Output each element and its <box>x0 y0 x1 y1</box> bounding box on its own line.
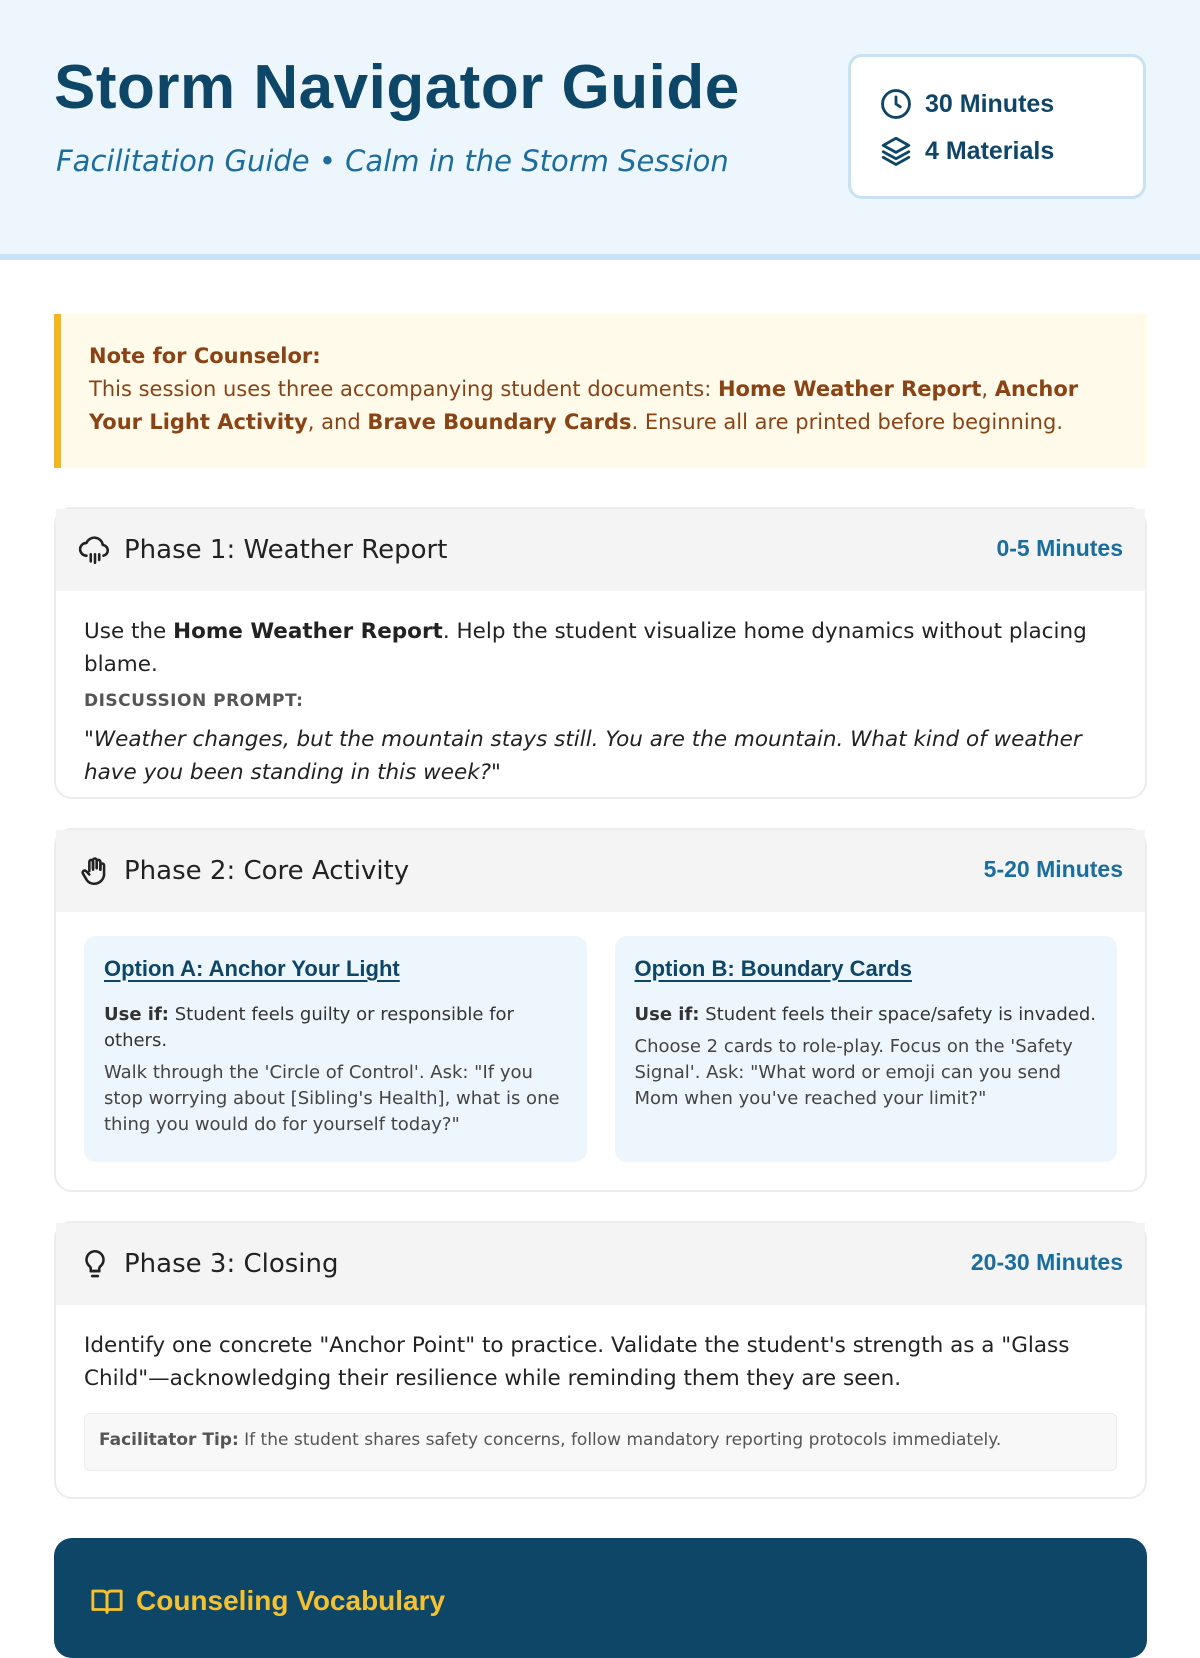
layers-icon <box>879 134 913 168</box>
option-a-use-if <box>104 1002 567 1054</box>
note-doc-boundary-cards: Brave Boundary Cards <box>367 410 632 434</box>
phase-3-instructions: Identify one concrete "Anchor Point" to practice. Validate the student's strength as a "Glass Child"—acknowledging their resilience while reminding them they are seen. <box>84 1333 1070 1391</box>
phase-1-card <box>54 507 1147 799</box>
use-if-label: Use if: <box>104 1004 170 1025</box>
note-title: Note for Counselor: <box>89 344 321 368</box>
use-if-text: Student feels their space/safety is invaded. <box>699 1004 1097 1025</box>
phase-2-title: Phase 2: Core Activity <box>124 856 410 886</box>
note-doc-anchor-light: Anchor Your Light Activity <box>89 377 1079 434</box>
phase-1-title: Phase 1: Weather Report <box>124 535 448 565</box>
session-meta-card <box>848 54 1146 199</box>
note-text: This session uses three accompanying student documents: <box>89 377 718 401</box>
duration-label: 30 Minutes <box>925 89 1055 118</box>
phase-2-time: 5-20 Minutes <box>983 856 1123 882</box>
phase-2-card <box>54 828 1147 1192</box>
hand-icon <box>78 854 112 888</box>
vocabulary-header <box>90 1584 445 1618</box>
note-doc-home-weather: Home Weather Report <box>717 377 982 401</box>
lightbulb-icon <box>78 1247 112 1281</box>
phase-3-title: Phase 3: Closing <box>124 1249 339 1279</box>
header <box>0 0 1200 260</box>
tip-label: Facilitator Tip: <box>99 1430 239 1450</box>
activity-options <box>84 936 1117 1162</box>
facilitator-tip <box>84 1413 1117 1471</box>
phase-1-doc-name: Home Weather Report <box>173 619 443 644</box>
phase-1-time: 0-5 Minutes <box>996 535 1123 561</box>
materials-label: 4 Materials <box>925 136 1055 165</box>
phase-1-instructions <box>84 615 1117 681</box>
clock-icon <box>879 87 913 121</box>
phase-3-card <box>54 1221 1147 1499</box>
tip-text: If the student shares safety concerns, follow mandatory reporting protocols immediately. <box>238 1430 1002 1450</box>
duration-meta <box>879 87 1054 121</box>
phase-2-header <box>56 830 1145 912</box>
phase-3-time: 20-30 Minutes <box>970 1249 1123 1275</box>
note-separator: , and <box>307 410 368 434</box>
counselor-note <box>54 314 1147 468</box>
option-b-description: Choose 2 cards to role-play. Focus on the 'Safety Signal'. Ask: "What word or emoji can you send Mom when you've reached your limit?" <box>634 1036 1073 1109</box>
vocabulary-section <box>54 1538 1147 1658</box>
option-a-link[interactable]: Option A: Anchor Your Light <box>104 956 400 981</box>
phase-1-text: Use the <box>84 619 174 644</box>
use-if-text: Student feels guilty or responsible for others. <box>104 1004 514 1051</box>
phase-3-header <box>56 1223 1145 1305</box>
discussion-prompt: "Weather changes, but the mountain stays still. You are the mountain. What kind of weather have you been standing in this week?" <box>84 727 1082 785</box>
vocabulary-title: Counseling Vocabulary <box>136 1585 446 1616</box>
option-b-link[interactable]: Option B: Boundary Cards <box>634 956 912 981</box>
option-b-card <box>615 936 1118 1162</box>
materials-meta <box>879 134 1054 168</box>
note-text-end: . Ensure all are printed before beginning. <box>631 410 1063 434</box>
page-subtitle: Facilitation Guide • Calm in the Storm Session <box>56 144 729 178</box>
option-a-card <box>84 936 587 1162</box>
note-separator: , <box>981 377 995 401</box>
cloud-rain-icon <box>78 533 112 567</box>
discussion-prompt-label: DISCUSSION PROMPT: <box>84 691 304 711</box>
use-if-label: Use if: <box>634 1004 700 1025</box>
book-icon <box>90 1584 124 1618</box>
option-b-use-if <box>635 1002 1098 1028</box>
page-title: Storm Navigator Guide <box>54 53 740 122</box>
option-a-description: Walk through the 'Circle of Control'. Ask: "If you stop worrying about [Sibling's Health], what is one thing you would do for yourself today?" <box>104 1062 560 1135</box>
phase-1-header <box>56 509 1145 591</box>
phase-1-text-end: . Help the student visualize home dynamics without placing blame. <box>84 619 1087 677</box>
